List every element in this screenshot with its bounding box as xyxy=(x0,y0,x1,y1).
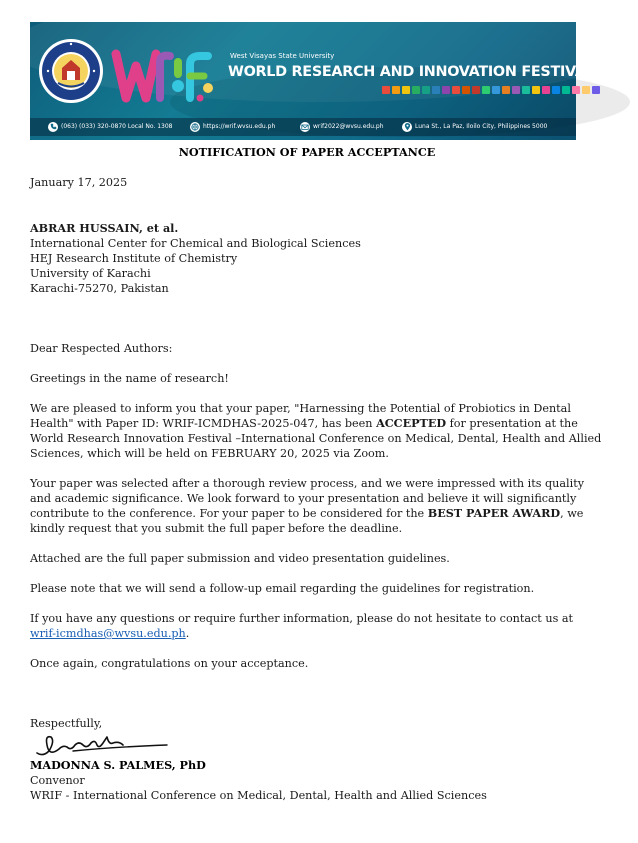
paragraph-line: wrif-icmdhas@wvsu.edu.ph. xyxy=(30,627,190,640)
partner-icon xyxy=(462,86,470,94)
university-name: West Visayas State University xyxy=(230,52,335,60)
contact-email: wrif2022@wvsu.edu.ph xyxy=(300,120,384,133)
partner-icon xyxy=(442,86,450,94)
recipient-line: Karachi-75270, Pakistan xyxy=(30,282,169,295)
partner-icon xyxy=(542,86,550,94)
letter-title: NOTIFICATION OF PAPER ACCEPTANCE xyxy=(178,145,436,159)
partner-icon xyxy=(562,86,570,94)
partner-icon xyxy=(522,86,530,94)
recipient-line: University of Karachi xyxy=(30,267,151,280)
partner-icon xyxy=(492,86,500,94)
location-pin-icon xyxy=(402,122,412,132)
partner-icon xyxy=(582,86,590,94)
partner-icon xyxy=(472,86,480,94)
festival-title: WORLD RESEARCH AND INNOVATION FESTIVAL 2025 xyxy=(228,64,638,80)
partner-icons xyxy=(382,86,600,94)
paragraph-line: kindly request that you submit the full paper before the deadline. xyxy=(30,522,403,535)
closing: Respectfully, xyxy=(30,717,103,730)
paragraph-line: Health" with Paper ID: WRIF-ICMDHAS-2025-047, has been ACCEPTED for presentation at the xyxy=(30,416,578,430)
header-banner xyxy=(30,22,638,140)
recipient-line: HEJ Research Institute of Chemistry xyxy=(30,252,238,265)
paragraph-line: Attached are the full paper submission and video presentation guidelines. xyxy=(30,552,450,565)
partner-icon xyxy=(552,86,560,94)
phone-icon xyxy=(48,122,58,132)
paragraph-line: Please note that we will send a follow-up email regarding the guidelines for registration. xyxy=(30,582,535,595)
salutation: Dear Respected Authors: xyxy=(30,342,173,355)
partner-icon xyxy=(502,86,510,94)
partner-icon xyxy=(382,86,390,94)
paragraph-line: We are pleased to inform you that your paper, "Harnessing the Potential of Probiotics in Dental xyxy=(30,402,571,415)
paragraph-line: Your paper was selected after a thorough review process, and we were impressed with its quality xyxy=(30,477,585,490)
greeting: Greetings in the name of research! xyxy=(30,372,229,385)
recipient-line: International Center for Chemical and Biological Sciences xyxy=(30,237,361,250)
partner-icon xyxy=(432,86,440,94)
partner-icon xyxy=(422,86,430,94)
contact-email-link[interactable]: wrif-icmdhas@wvsu.edu.ph xyxy=(30,627,186,640)
partner-icon xyxy=(532,86,540,94)
partner-icon xyxy=(512,86,520,94)
partner-icon xyxy=(402,86,410,94)
paragraph-line: World Research Innovation Festival –International Conference on Medical, Dental, Health and Allied xyxy=(30,432,602,445)
signer-organization: WRIF - International Conference on Medical, Dental, Health and Allied Sciences xyxy=(30,789,487,802)
contact-phone: (063) (033) 320-0870 Local No. 1308 xyxy=(48,120,172,133)
paragraph-line: Once again, congratulations on your acceptance. xyxy=(30,657,309,670)
email-icon xyxy=(300,122,310,132)
signer-role: Convenor xyxy=(30,774,85,787)
recipient-name: ABRAR HUSSAIN, et al. xyxy=(30,221,179,235)
contact-address: Luna St., La Paz, Iloilo City, Philippines 5000 xyxy=(402,120,547,133)
signer-name: MADONNA S. PALMES, PhD xyxy=(30,758,206,772)
contact-website: https://wrif.wvsu.edu.ph xyxy=(190,120,275,133)
partner-icon xyxy=(592,86,600,94)
partner-icon xyxy=(412,86,420,94)
letter-date: January 17, 2025 xyxy=(30,176,128,189)
university-seal-icon xyxy=(38,38,104,104)
paragraph-line: If you have any questions or require further information, please do not hesitate to contact us at xyxy=(30,612,574,625)
globe-icon xyxy=(190,122,200,132)
partner-icon xyxy=(482,86,490,94)
partner-icon xyxy=(452,86,460,94)
paragraph-line: and academic significance. We look forward to your presentation and believe it will significantly xyxy=(30,492,577,505)
wrif-logo-icon xyxy=(108,36,218,116)
paragraph-line: contribute to the conference. For your paper to be considered for the BEST PAPER AWARD, we xyxy=(30,506,584,520)
paragraph-line: Sciences, which will be held on FEBRUARY 20, 2025 via Zoom. xyxy=(30,447,389,460)
partner-icon xyxy=(392,86,400,94)
partner-icon xyxy=(572,86,580,94)
